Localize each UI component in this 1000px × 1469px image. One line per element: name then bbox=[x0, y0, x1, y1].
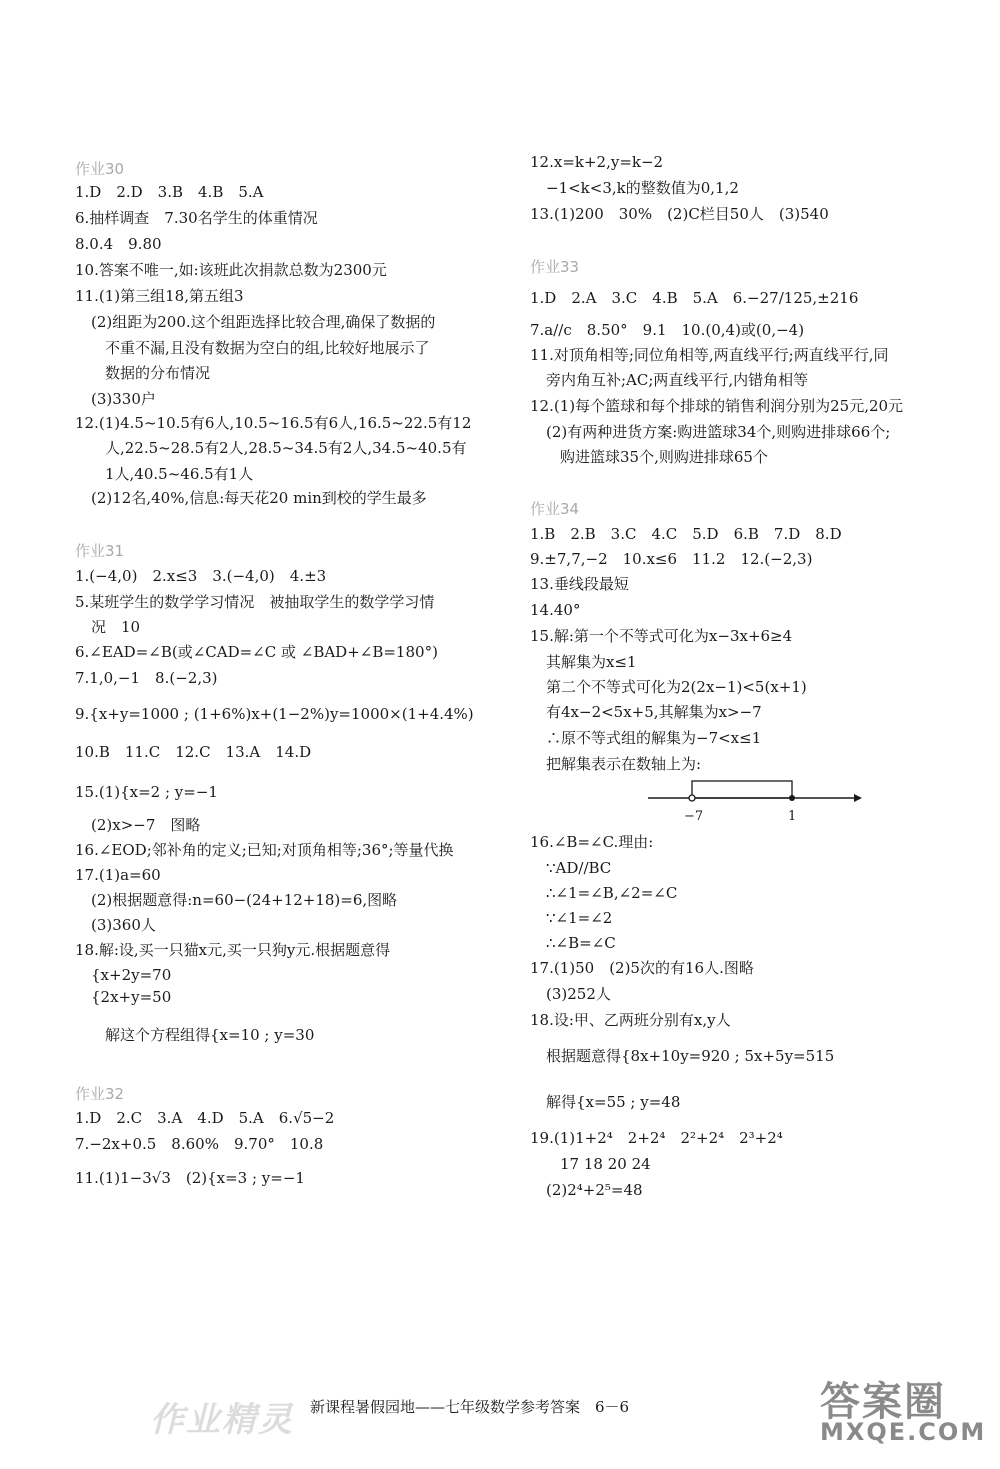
answer-line: (3)252人 bbox=[546, 985, 611, 1003]
answer-line: 6.∠EAD=∠B(或∠CAD=∠C 或 ∠BAD+∠B=180°) bbox=[75, 643, 438, 661]
answer-line: 1.B 2.B 3.C 4.C 5.D 6.B 7.D 8.D bbox=[530, 525, 842, 543]
answer-line: 不重不漏,且没有数据为空白的组,比较好地展示了 bbox=[105, 339, 430, 357]
answer-line: ∴∠B=∠C bbox=[546, 934, 616, 952]
answer-line: 18.解:设,买一只猫x元,买一只狗y元.根据题意得 bbox=[75, 941, 391, 959]
answer-line: 6.抽样调查 7.30名学生的体重情况 bbox=[75, 209, 318, 227]
answer-line: 13.垂线段最短 bbox=[530, 575, 629, 593]
answer-line: (2)12名,40%,信息:每天花20 min到校的学生最多 bbox=[91, 489, 427, 507]
answer-line: 12.(1)每个篮球和每个排球的销售利润分别为25元,20元 bbox=[530, 397, 904, 415]
answer-line: 9.±7,7,−2 10.x≤6 11.2 12.(−2,3) bbox=[530, 550, 813, 568]
answer-line: {2x+y=50 bbox=[91, 988, 172, 1006]
answer-line: 17.(1)a=60 bbox=[75, 866, 161, 884]
answer-line: 18.设:甲、乙两班分别有x,y人 bbox=[530, 1011, 731, 1029]
answer-line: 7.−2x+0.5 8.60% 9.70° 10.8 bbox=[75, 1135, 324, 1153]
section-heading-30: 作业30 bbox=[75, 160, 125, 178]
answer-line: ∴∠1=∠B,∠2=∠C bbox=[546, 884, 678, 902]
answer-line: {x+2y=70 bbox=[91, 966, 172, 984]
open-endpoint bbox=[689, 795, 695, 801]
answer-line: 数据的分布情况 bbox=[105, 364, 211, 382]
axis-arrow bbox=[854, 794, 862, 802]
answer-line: 8.0.4 9.80 bbox=[75, 235, 162, 253]
closed-endpoint bbox=[789, 795, 795, 801]
answer-line: 12.(1)4.5~10.5有6人,10.5~16.5有6人,16.5~22.5有12 bbox=[75, 414, 472, 432]
answer-line: 况 10 bbox=[91, 618, 141, 636]
answer-line: 12.x=k+2,y=k−2 bbox=[530, 153, 664, 171]
solution-interval bbox=[692, 781, 792, 798]
page-footer: 新课程暑假园地——七年级数学参考答案 6－6 bbox=[310, 1398, 630, 1416]
answer-line: 7.a//c 8.50° 9.1 10.(0,4)或(0,−4) bbox=[530, 321, 805, 339]
answer-line: 根据题意得{8x+10y=920 ; 5x+5y=515 bbox=[546, 1047, 835, 1065]
answer-line: 第二个不等式可化为2(2x−1)<5(x+1) bbox=[546, 678, 807, 696]
watermark-url: MXQE.COM bbox=[820, 1418, 987, 1446]
answer-line: 购进篮球35个,则购进排球65个 bbox=[560, 448, 768, 466]
answer-line: 1人,40.5~46.5有1人 bbox=[105, 465, 254, 483]
answer-line: 7.1,0,−1 8.(−2,3) bbox=[75, 669, 218, 687]
answer-line: (2)有两种进货方案:购进篮球34个,则购进排球66个; bbox=[546, 423, 891, 441]
answer-line: 其解集为x≤1 bbox=[546, 653, 637, 671]
answer-line: 9.{x+y=1000 ; (1+6%)x+(1−2%)y=1000×(1+4.4%) bbox=[75, 705, 474, 723]
answer-line: 11.(1)1−3√3 (2){x=3 ; y=−1 bbox=[75, 1169, 305, 1187]
tick-label-1: 1 bbox=[788, 809, 797, 824]
answer-line: (2)组距为200.这个组距选择比较合理,确保了数据的 bbox=[91, 313, 436, 331]
answer-line: (2)根据题意得:n=60−(24+12+18)=6,图略 bbox=[91, 891, 398, 909]
section-heading-34: 作业34 bbox=[530, 500, 580, 518]
section-heading-31: 作业31 bbox=[75, 542, 125, 560]
answer-line: ∵AD//BC bbox=[546, 859, 612, 877]
answer-line: 19.(1)1+2⁴ 2+2⁴ 2²+2⁴ 2³+2⁴ bbox=[530, 1129, 783, 1147]
answer-line: 15.解:第一个不等式可化为x−3x+6≥4 bbox=[530, 627, 793, 645]
answer-line: 有4x−2<5x+5,其解集为x>−7 bbox=[546, 703, 762, 721]
answer-line: (2)x>−7 图略 bbox=[91, 816, 201, 834]
watermark-logo: 答案圈 bbox=[820, 1379, 946, 1425]
answer-line: 13.(1)200 30% (2)C栏目50人 (3)540 bbox=[530, 205, 829, 223]
answer-line: 1.D 2.A 3.C 4.B 5.A 6.−27/125,±216 bbox=[530, 289, 859, 307]
answer-line: (3)360人 bbox=[91, 916, 156, 934]
answer-line: 17.(1)50 (2)5次的有16人.图略 bbox=[530, 959, 754, 977]
answer-line: 10.B 11.C 12.C 13.A 14.D bbox=[75, 743, 312, 761]
answer-line: ∵∠1=∠2 bbox=[546, 909, 613, 927]
answer-line: 人,22.5~28.5有2人,28.5~34.5有2人,34.5~40.5有 bbox=[105, 439, 467, 457]
answer-line: 5.某班学生的数学学习情况 被抽取学生的数学学习情 bbox=[75, 593, 435, 611]
answer-line: 11.(1)第三组18,第五组3 bbox=[75, 287, 244, 305]
answer-line: 17 18 20 24 bbox=[560, 1155, 651, 1173]
answer-line: −1<k<3,k的整数值为0,1,2 bbox=[546, 179, 739, 197]
answer-line: 解得{x=55 ; y=48 bbox=[546, 1093, 681, 1111]
answer-line: (2)2⁴+2⁵=48 bbox=[546, 1181, 643, 1199]
watermark-left: 作业精灵 bbox=[150, 1400, 294, 1440]
answer-line: 1.D 2.D 3.B 4.B 5.A bbox=[75, 183, 264, 201]
answer-line: 解这个方程组得{x=10 ; y=30 bbox=[105, 1026, 315, 1044]
section-heading-32: 作业32 bbox=[75, 1085, 125, 1103]
answer-line: 1.D 2.C 3.A 4.D 5.A 6.√5−2 bbox=[75, 1109, 335, 1127]
answer-line: 10.答案不唯一,如:该班此次捐款总数为2300元 bbox=[75, 261, 387, 279]
answer-line: 11.对顶角相等;同位角相等,两直线平行;两直线平行,同 bbox=[530, 346, 889, 364]
answer-line: 15.(1){x=2 ; y=−1 bbox=[75, 783, 218, 801]
answer-line: (3)330户 bbox=[91, 390, 156, 408]
answer-line: ∴原不等式组的解集为−7<x≤1 bbox=[546, 729, 762, 747]
answer-line: 把解集表示在数轴上为: bbox=[546, 755, 702, 773]
section-heading-33: 作业33 bbox=[530, 258, 580, 276]
answer-line: 14.40° bbox=[530, 601, 581, 619]
answer-line: 旁内角互补;AC;两直线平行,内错角相等 bbox=[546, 371, 809, 389]
answer-line: 16.∠B=∠C.理由: bbox=[530, 833, 654, 851]
solution-number-line bbox=[646, 778, 866, 828]
answer-line: 1.(−4,0) 2.x≤3 3.(−4,0) 4.±3 bbox=[75, 567, 327, 585]
tick-label-minus-7: −7 bbox=[684, 809, 704, 824]
answer-line: 16.∠EOD;邻补角的定义;已知;对顶角相等;36°;等量代换 bbox=[75, 841, 454, 859]
